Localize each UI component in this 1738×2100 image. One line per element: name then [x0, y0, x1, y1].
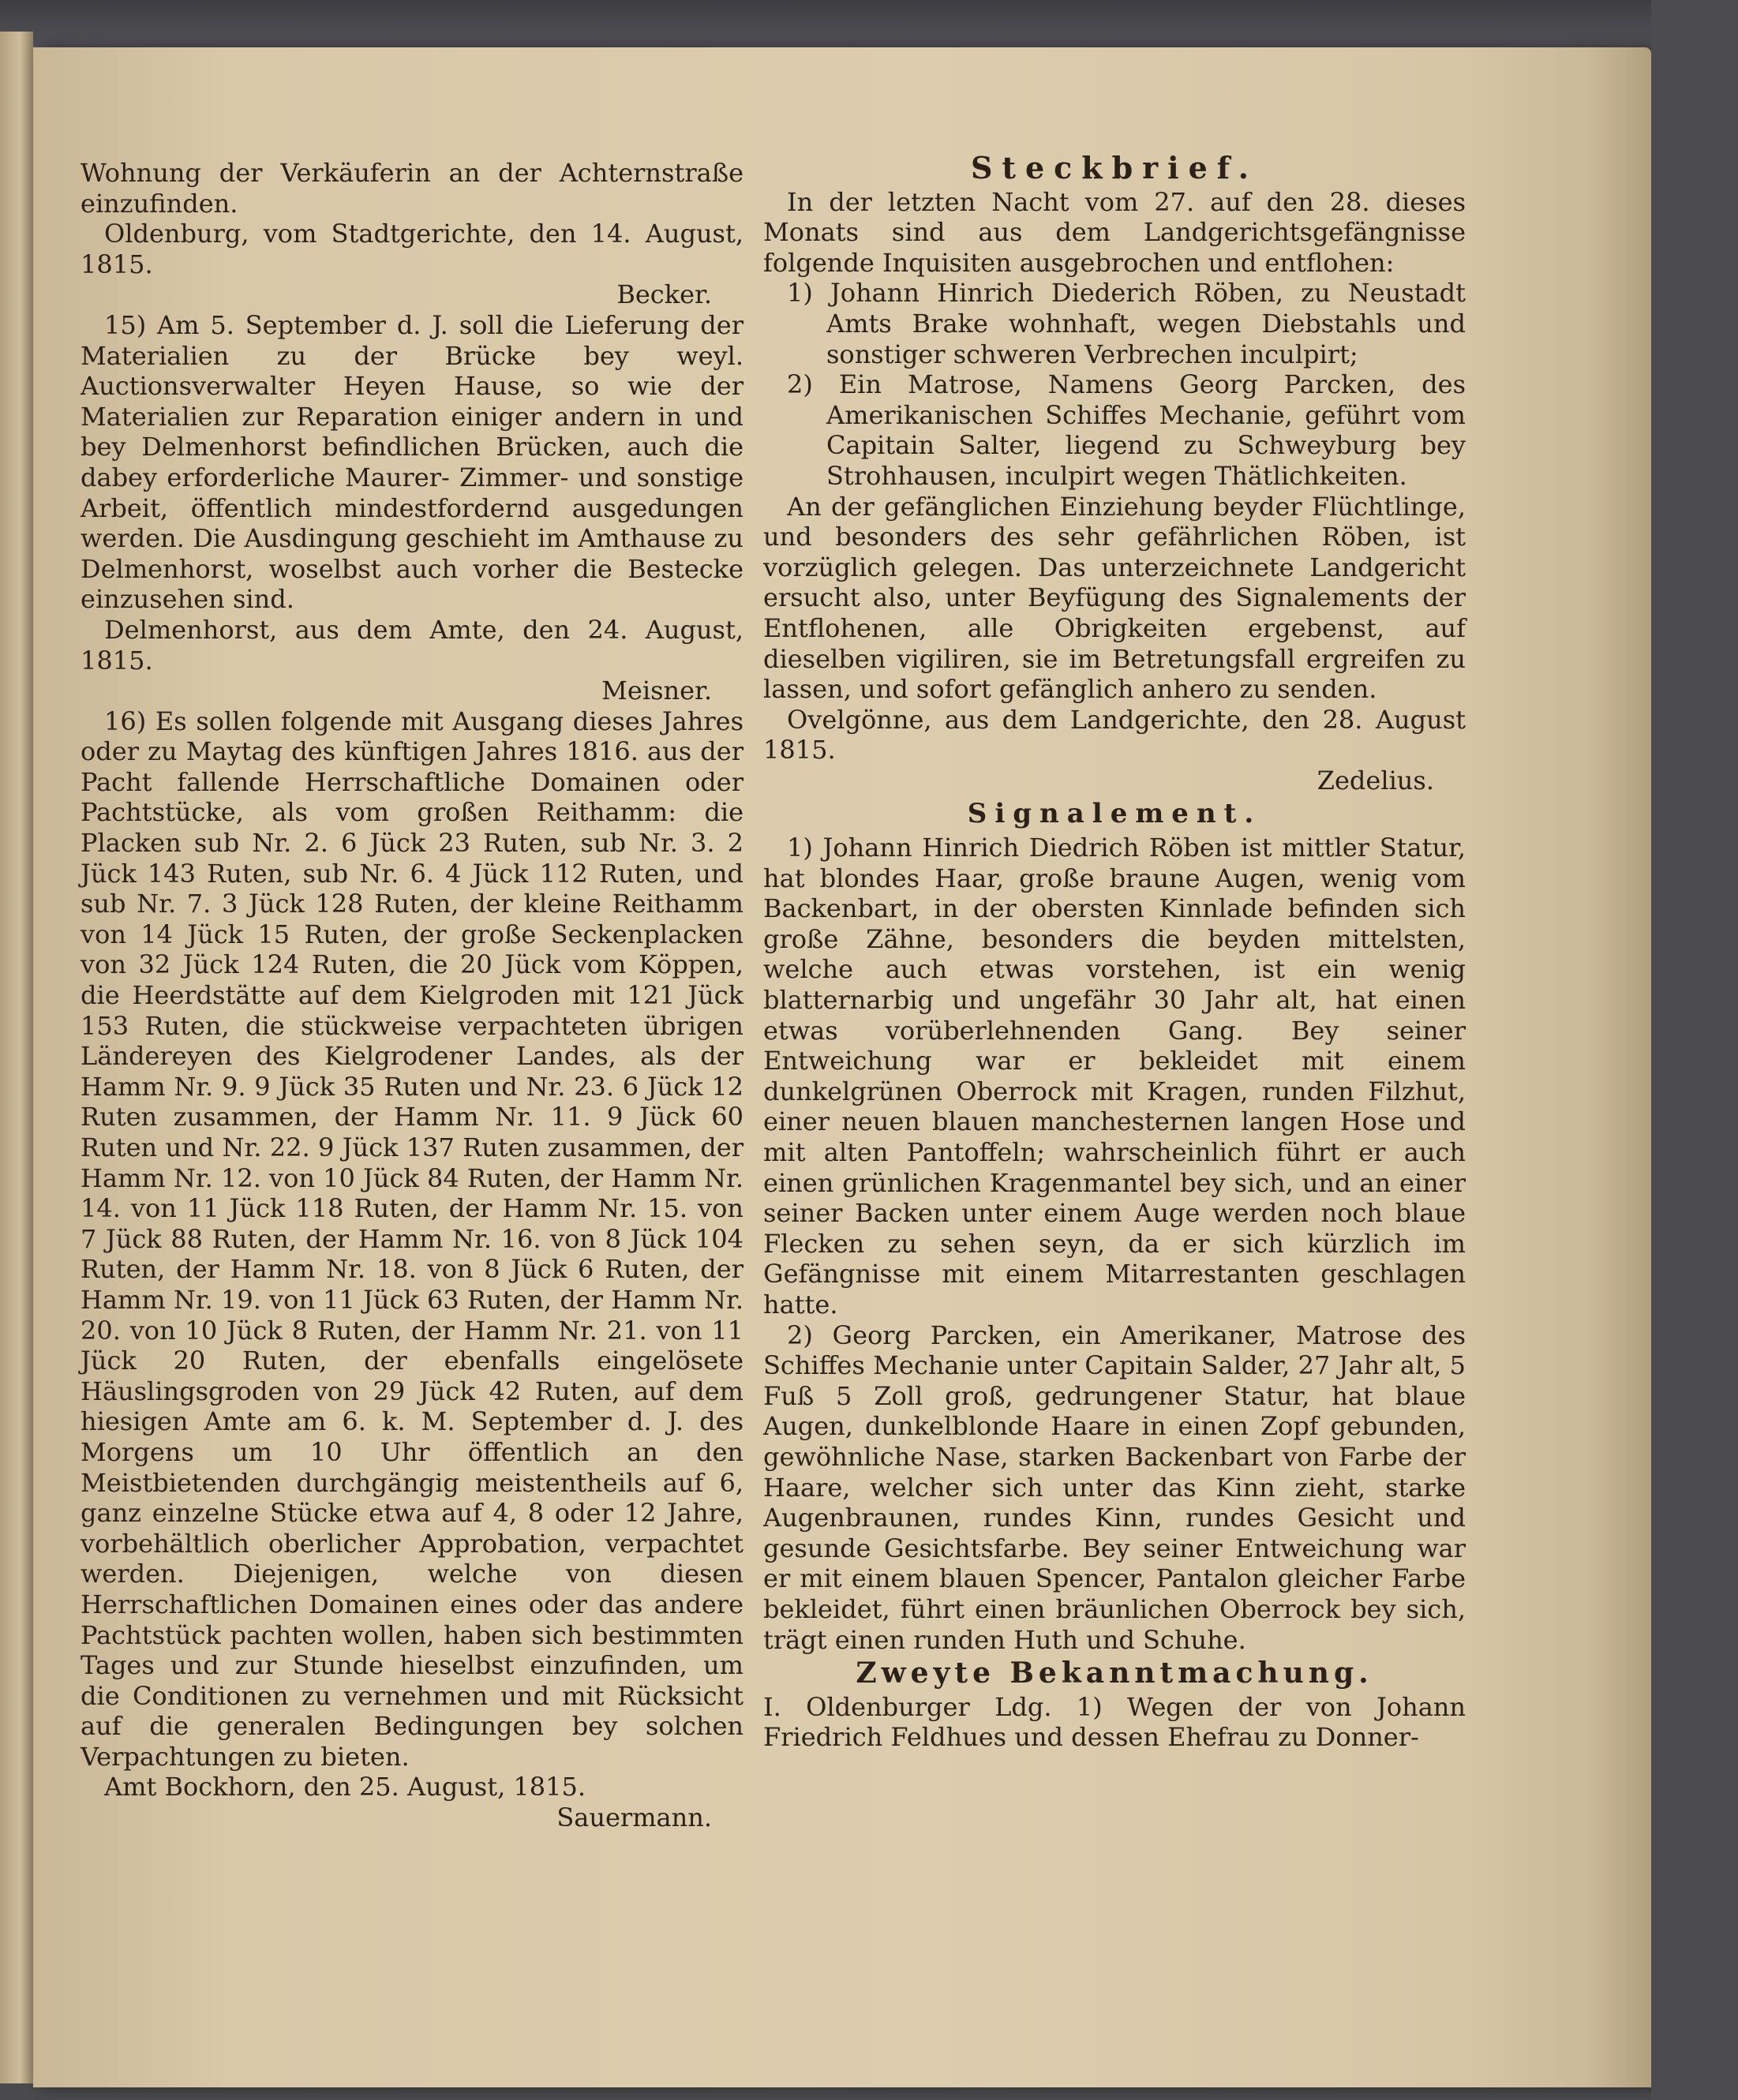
signature-zedelius: Zedelius. [1317, 765, 1434, 795]
notice-15-bridge-materials: 15) Am 5. September d. J. soll die Lieferung der Materialien zu der Brücke bey weyl. Auctionsverwalter Heyen Hause, so wie der Materialien zur Reparation einiger andern in und bey Delmenhorst befindlichen Brücken, auch die dabey erforderliche Maurer- Zimmer- und sonstige Arbeit, öffentlich mindestfordernd ausgedungen werden. Die Ausdingung geschieht im Amthause zu Delmenhorst, woselbst auch vorher die Bestecke einzusehen sind. [81, 309, 744, 615]
notice-continuation: Wohnung der Verkäuferin an der Achternstraße einzufinden. [81, 158, 744, 219]
signature-meisner: Meisner. [601, 676, 712, 706]
page-fore-edge-shadow [1588, 47, 1651, 2087]
heading-signalement: Signalement. [967, 798, 1262, 830]
signature-becker: Becker. [616, 279, 712, 310]
arrest-request: An der gefänglichen Einziehung beyder Flüchtlinge, und besonders des sehr gefährlichen Röben, ist vorzüglich gelegen. Das unterzeichnete Landgericht ersucht also, unter Beyfügung des Signalements der Entflohenen, alle Obrigkeiten ergebenst, auf dieselben vigiliren, sie im Betretungsfall ergreifen zu lassen, und sofort gefänglich anhero zu senden. [763, 491, 1466, 705]
notice-16-domain-lease: 16) Es sollen folgende mit Ausgang dieses Jahres oder zu Maytag des künftigen Jahres 1816. aus der Pacht fallende Herrschaftliche Domainen oder Pachtstücke, als vom großen Reithamm: die Placken sub Nr. 2. 6 Jück 23 Ruten, sub Nr. 3. 2 Jück 143 Ruten, sub Nr. 6. 4 Jück 112 Ruten, und sub Nr. 7. 3 Jück 128 Ruten, der kleine Reithamm von 14 Jück 15 Ruten, der große Seckenplacken von 32 Jück 124 Ruten, die 20 Jück vom Köppen, die Heerdstätte auf dem Kielgroden mit 121 Jück 153 Ruten, die stückweise verpachteten übrigen Ländereyen des Kielgrodener Landes, als der Hamm Nr. 9. 9 Jück 35 Ruten und Nr. 23. 6 Jück 12 Ruten zusammen, der Hamm Nr. 11. 9 Jück 60 Ruten und Nr. 22. 9 Jück 137 Ruten zusammen, der Hamm Nr. 12. von 10 Jück 84 Ruten, der Hamm Nr. 14. von 11 Jück 118 Ruten, der Hamm Nr. 15. von 7 Jück 88 Ruten, der Hamm Nr. 16. von 8 Jück 104 Ruten, der Hamm Nr. 18. von 8 Jück 6 Ruten, der Hamm Nr. 19. von 11 Jück 63 Ruten, der Hamm Nr. 20. von 10 Jück 8 Ruten, der Hamm Nr. 21. von 11 Jück 20 Ruten, der ebenfalls eingelösete Häuslingsgroden von 29 Jück 42 Ruten, auf dem hiesigen Amte am 6. k. M. September d. J. des Morgens um 10 Uhr öffentlich an den Meistbietenden durchgängig meistentheils auf 6, ganz einzelne Stücke etwa auf 4, 8 oder 12 Jahre, vorbehältlich oberlicher Approbation, verpachtet werden. Diejenigen, welche von diesen Herrschaftlichen Domainen eines oder das andere Pachtstück pachten wollen, haben sich bestimmten Tages und zur Stunde hieselbst einzufinden, um die Conditionen zu vernehmen und mit Rücksicht auf die generalen Bedingungen bey solchen Verpachtungen zu bieten. [81, 706, 744, 1772]
signalement-roeben: 1) Johann Hinrich Diedrich Röben ist mittler Statur, hat blondes Haar, große braune Augen, wenig vom Backenbart, in der obersten Kinnlade befinden sich große Zähne, besonders die beyden mittelsten, welche auch etwas vorstehen, ist ein wenig blatternarbig und ungefähr 30 Jahr alt, hat einen etwas vorüberlehnenden Gang. Bey seiner Entweichung war er bekleidet mit einem dunkelgrünen Oberrock mit Kragen, runden Filzhut, einer neuen blauen manchesternen langen Hose und mit alten Pantoffeln; wahrscheinlich führt er auch einen grünlichen Kragenmantel bey sich, und an einer seiner Backen unter einem Auge werden noch blaue Flecken zu sehen seyn, da er sich kürzlich im Gefängnisse mit einem Mitarrestanten geschlagen hatte. [763, 833, 1466, 1320]
signature-sauermann: Sauermann. [556, 1802, 712, 1833]
notice-date-bockhorn: Amt Bockhorn, den 25. August, 1815. [104, 1772, 586, 1802]
notice-date-ovelgoenne: Ovelgönne, aus dem Landgerichte, den 28. August 1815. [763, 704, 1466, 766]
notice-date-delmenhorst: Delmenhorst, aus dem Amte, den 24. August, 1815. [81, 614, 744, 676]
fugitive-1: 1) Johann Hinrich Diederich Röben, zu Neustadt Amts Brake wohnhaft, wegen Diebstahls und sonstiger schweren Verbrechen inculpirt; [787, 278, 1466, 369]
notice-date-oldenburg: Oldenburg, vom Stadtgerichte, den 14. August, 1815. [81, 219, 744, 279]
bekanntmachung-start: I. Oldenburger Ldg. 1) Wegen der von Johann Friedrich Feldhues und dessen Ehefrau zu Donner- [763, 1691, 1466, 1753]
heading-steckbrief: Steckbrief. [970, 150, 1259, 185]
right-column [763, 150, 1466, 1753]
signalement-parcken: 2) Georg Parcken, ein Amerikaner, Matrose des Schiffes Mechanie unter Capitain Salder, 27 Jahr alt, 5 Fuß 5 Zoll groß, gedrungener Statur, hat blaue Augen, dunkelblonde Haare in einen Zopf gebunden, gewöhnliche Nase, starken Backenbart von Farbe der Haare, welcher sich unter das Kinn zieht, starke Augenbraunen, rundes Kinn, rundes Gesicht und gesunde Gesichtsfarbe. Bey seiner Entweichung war er mit einem blauen Spencer, Pantalon gleicher Farbe bekleidet, führt einen bräunlichen Oberrock bey sich, trägt einen runden Huth und Schuhe. [763, 1320, 1466, 1655]
steckbrief-intro: In der letzten Nacht vom 27. auf den 28. dieses Monats sind aus dem Landgerichtsgefängnisse folgende Inquisiten ausgebrochen und entflohen: [763, 186, 1466, 278]
heading-zweyte-bekanntmachung: Zweyte Bekanntmachung. [856, 1656, 1373, 1690]
scan-background-right [1651, 0, 1738, 2100]
fugitive-2: 2) Ein Matrose, Namens Georg Parcken, des Amerikanischen Schiffes Mechanie, geführt vom Capitain Salter, liegend zu Schweyburg bey Strohhausen, inculpirt wegen Thätlichkeiten. [787, 369, 1466, 491]
left-column [81, 158, 744, 1833]
book-page [33, 47, 1651, 2087]
facing-page-edge [0, 32, 33, 2083]
